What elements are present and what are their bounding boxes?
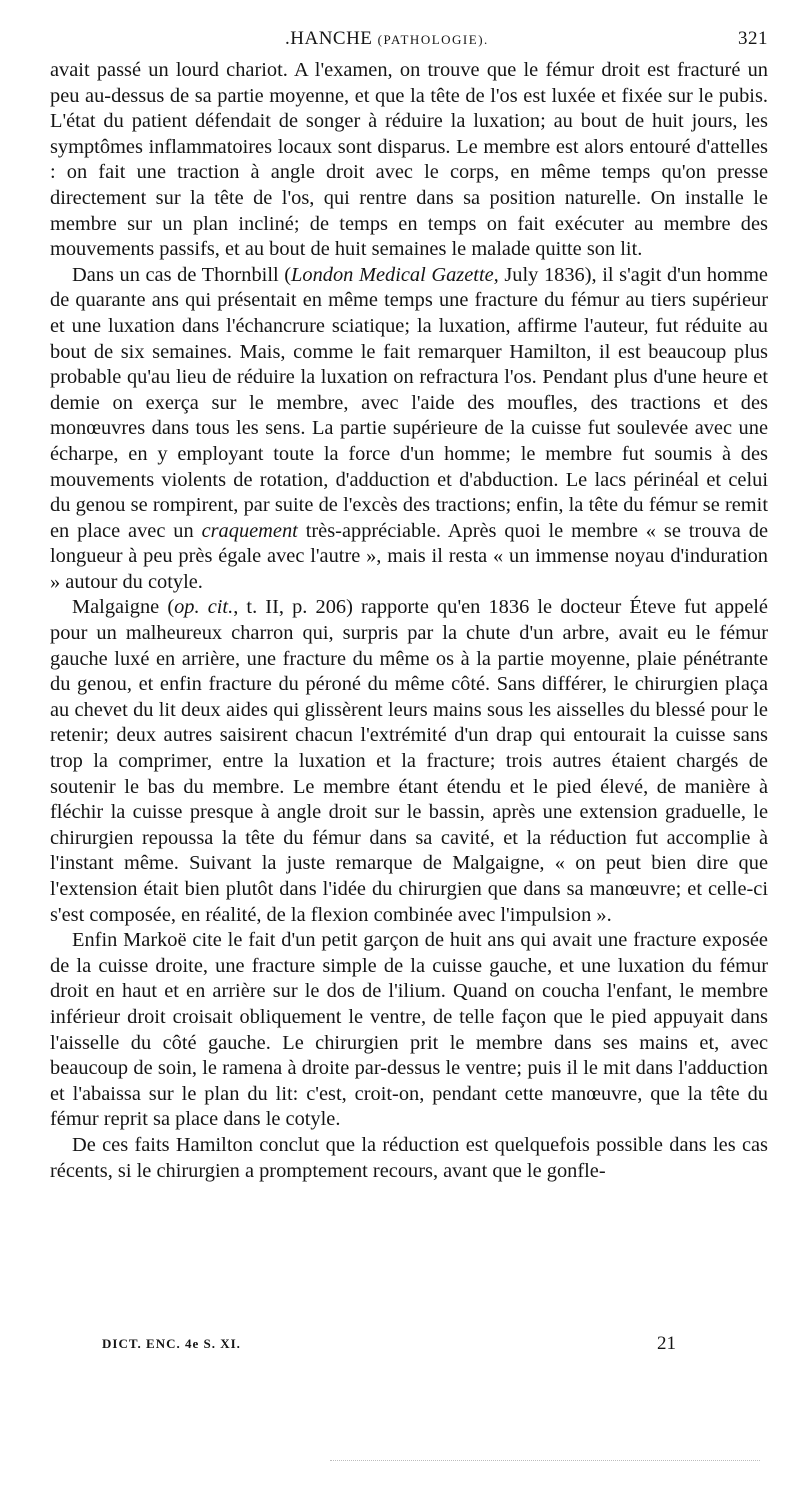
paragraph — [50, 1133, 768, 1184]
page-number: 321 — [738, 28, 768, 49]
paragraph-text: Dans un cas de Thornbill ( — [72, 263, 292, 286]
paragraph-text: très-appréciable. Après quoi le membre « se trouva de longueur à peu près égale avec l'autre », mais il resta « un immense noyau d'induration » autour du cotyle. — [50, 519, 768, 593]
signature-mark: DICT. ENC. 4e S. XI. — [102, 1336, 241, 1351]
paragraph — [50, 263, 768, 596]
paragraph-text: avait passé un lourd chariot. A l'examen, on trouve que le fémur droit est fracturé un peu au-dessus de sa partie moyenne, et que la tête de l'os est luxée et fixée sur le pubis. L'état du patient défendait de songer à réduire la luxation; au bout de huit jours, les symptômes inflammatoires locaux sont disparus. Le membre est alors entouré d'attelles : on fait une traction à angle droit avec le corps, en même temps qu'on presse directement sur la tête de l'os, qui rentre dans sa position naturelle. On installe le membre sur un plan incliné; de temps en temps on fait exécuter au membre des mouvements passifs, et au bout de huit semaines le malade quitte son lit. — [50, 59, 768, 261]
paragraph-text: De ces faits Hamilton conclut que la réduction est quelquefois possible dans les cas récents, si le chirurgien a promptement recours, avant que le gonfle- — [50, 1133, 768, 1182]
italic-text: London Medical Gazette, — [291, 263, 499, 286]
body-text — [50, 58, 768, 1184]
italic-text: craquement — [201, 519, 298, 542]
bottom-scan-rule — [330, 1460, 760, 1461]
page-footer — [50, 1330, 768, 1360]
sheet-number: 21 — [657, 1333, 676, 1354]
paragraph-text: July 1836), il s'agit d'un homme de quarante ans qui présentait en même temps une fracture du fémur au tiers supérieur et une luxation dans l'échancrure sciatique; la luxation, affirme l'auteur, fut réduite au bout de six semaines. Mais, comme le fait remarquer Hamilton, il est beaucoup plus probable qu'au lieu de réduire la luxation on refractura l'os. Pendant plus d'une heure et demie on exerça sur le membre, avec l'aide des moufles, des tractions et des monœuvres dans tous les sens. La partie supérieure de la cuisse fut soulevée avec une écharpe, en y employant toute la force d'un homme; le membre fut soumis à des mouvements violents de rotation, d'adduction et d'abduction. Le lacs périnéal et celui du genou se rompirent, par suite de l'excès des tractions; enfin, la tête du fémur se remit en place avec un — [50, 263, 768, 542]
italic-text: op. cit. — [174, 596, 234, 619]
paragraph-text: Malgaigne ( — [72, 596, 175, 619]
paragraph-text: Enfin Markoë cite le fait d'un petit garçon de huit ans qui avait une fracture exposée de la cuisse droite, une fracture simple de la cuisse gauche, et une luxation du fémur droit en haut et en arrière sur le dos de l'ilium. Quand on coucha l'enfant, le membre inférieur droit croisait obliquement le ventre, de telle façon que le pied appuyait dans l'aisselle du côté gauche. Le chirurgien prit le membre dans ses mains et, avec beaucoup de soin, le ramena à droite par-dessus le ventre; puis il le mit dans l'adduction et l'abaissa sur le plan du lit: c'est, croit-on, pendant cette manœuvre, que la tête du fémur reprit sa place dans le cotyle. — [50, 929, 768, 1131]
running-header — [50, 28, 768, 58]
paragraph — [50, 928, 768, 1133]
paragraph-text: , t. II, p. 206) rapporte qu'en 1836 le docteur Éteve fut appelé pour un malheureux charron qui, surpris par la chute d'un arbre, avait eu le fémur gauche luxé en arrière, une fracture du même os à la partie moyenne, plaie pénétrante du genou, et enfin fracture du péroné du même côté. Sans différer, le chirurgien plaça au chevet du lit deux aides qui glissèrent leurs mains sous les aisselles du blessé pour le retenir; deux autres saisirent chacun l'extrémité d'un drap qui entourait la cuisse sans trop la comprimer, entre la luxation et la fracture; trois autres étaient chargés de soutenir le bas du membre. Le membre étant étendu et le pied élevé, de manière à fléchir la cuisse presque à angle droit sur le bassin, après une extension graduelle, le chirurgien repoussa la tête du fémur dans sa cavité, et la réduction fut accomplie à l'instant même. Suivant la juste remarque de Malgaigne, « on peut bien dire que l'extension était bien plutôt dans l'idée du chirurgien que dans sa manœuvre; et celle-ci s'est composée, en réalité, de la flexion combinée avec l'impulsion ». — [50, 596, 768, 926]
paragraph — [50, 595, 768, 928]
running-title-main: .HANCHE — [285, 28, 373, 49]
running-title — [285, 28, 489, 50]
paragraph — [50, 58, 768, 263]
page — [50, 28, 768, 1184]
running-title-sub: (PATHOLOGIE). — [377, 32, 489, 47]
